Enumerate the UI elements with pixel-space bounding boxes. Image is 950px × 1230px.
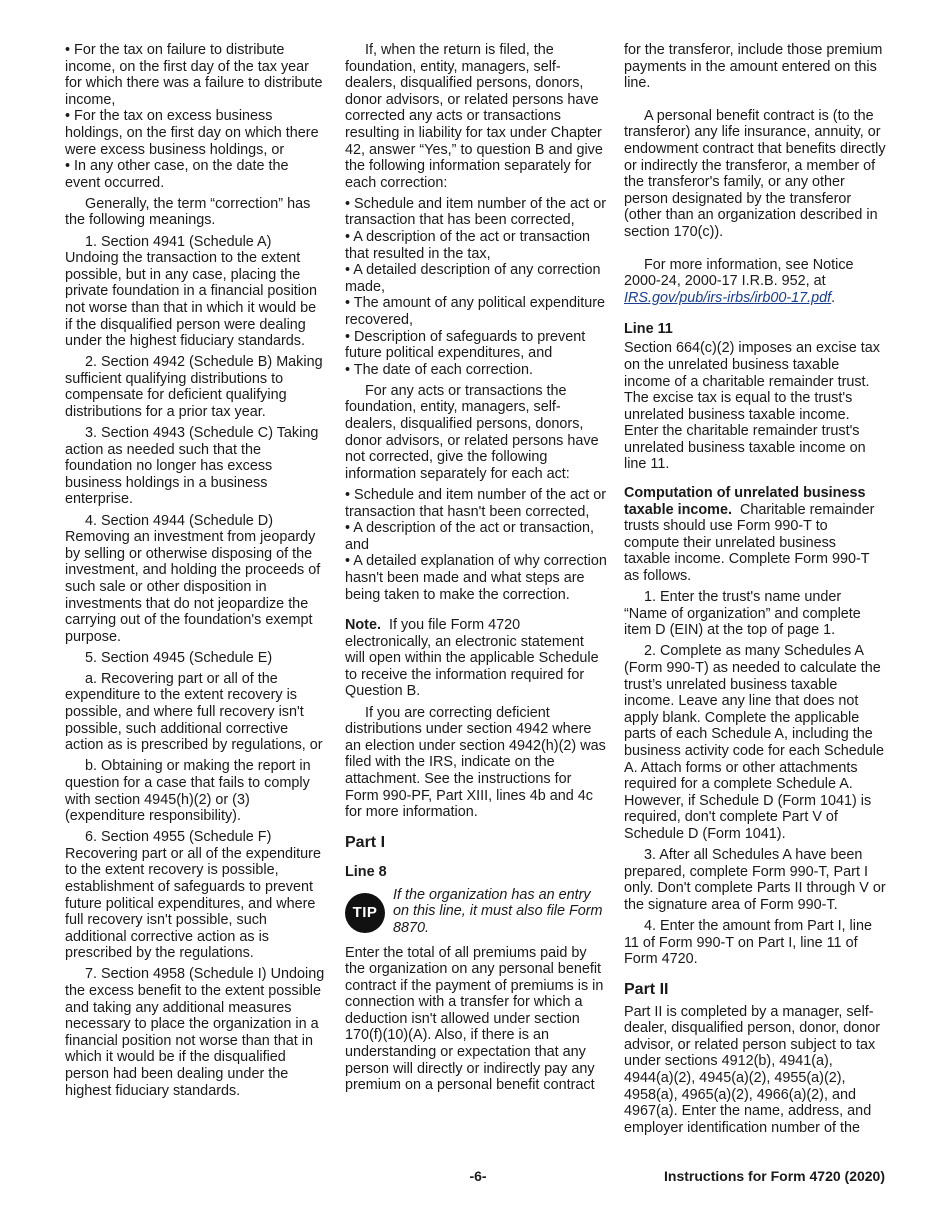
step-3: 3. After all Schedules A have been prepared, complete Form 990-T, Part I only. Don't complete Parts II through V or the signature area of Form 990-T.	[624, 847, 886, 913]
note-label: Note.	[345, 617, 381, 634]
tip-text: If the organization has an entry on this line, it must also file Form 8870.	[393, 886, 603, 936]
section-4945-b: b. Obtaining or making the report in question for a case that fails to comply with section 4945(h)(2) or (3) (expenditure responsibility).	[65, 758, 311, 825]
bullet-icon: •	[345, 486, 351, 503]
bullet-icon: •	[65, 108, 71, 125]
bullet-item: • Schedule and item number of the act or transaction that has been corrected,	[345, 195, 607, 229]
paragraph: For any acts or transactions the foundation, entity, managers, self-dealers, disqualified persons, donors, donor advisors, or related persons have not corrected, give the following information separately for each act:	[345, 382, 599, 482]
computation-label: Computation of unrelated business taxable income.	[624, 485, 866, 518]
bullet-item: • A description of the act or transaction, and	[345, 520, 595, 553]
part-ii-heading: Part II	[624, 980, 669, 998]
bullet-icon: •	[65, 158, 71, 175]
bullet-item: • A description of the act or transaction that resulted in the tax,	[345, 229, 591, 262]
bullet-icon: •	[345, 229, 351, 246]
column-1	[65, 42, 327, 1104]
line-8-heading: Line 8	[345, 863, 387, 880]
bullet-icon: •	[345, 195, 351, 212]
bullet-item: • Description of safeguards to prevent future political expenditures, and	[345, 328, 586, 362]
bullet-item: • For the tax on excess business holdings, on the first day on which there were excess business holdings, or	[65, 108, 319, 158]
bullet-icon: •	[345, 262, 351, 279]
bullet-icon: •	[345, 553, 351, 570]
bullet-item: • The date of each correction.	[345, 361, 533, 378]
bullet-item: • A detailed description of any correction made,	[345, 262, 601, 295]
line-11-heading: Line 11	[624, 321, 673, 338]
note: Note. If you file Form 4720 electronically, an electronic statement will open within the applicable Schedule to receive the information required for Question B.	[345, 617, 599, 700]
paragraph: Generally, the term “correction” has the following meanings.	[65, 195, 311, 229]
column-2	[345, 42, 607, 1098]
section-4945-a: a. Recovering part or all of the expenditure to the extent recovery is possible, and where full recovery isn't possible, such additional corrective action as is prescribed by regulations, or	[65, 670, 323, 754]
tip-box	[345, 887, 607, 937]
paragraph: Section 664(c)(2) imposes an excise tax on the unrelated business taxable income of a charitable remainder trust. The excise tax is equal to the trust's unrelated business taxable income. Enter the charitable remainder trust's unrelated business taxable income on line 11.	[624, 340, 880, 473]
section-4941: 1. Section 4941 (Schedule A) Undoing the transaction to the extent possible, but in any case, placing the private foundation in a financial position not worse than that in which it would be if the disqualified person were dealing under the highest fiduciary standards.	[65, 233, 318, 350]
paragraph: Enter the total of all premiums paid by the organization on any personal benefit contract if the payment of premiums is in connection with a transfer for which a deduction isn't allowed under section 170(f)(10)(A). Also, if there is an understanding or expectation that any person will directly or indirectly pay any premium on a personal benefit contract	[345, 944, 604, 1094]
paragraph: for the transferor, include those premium payments in the amount entered on this line.	[624, 42, 883, 92]
section-4945: 5. Section 4945 (Schedule E)	[85, 649, 273, 666]
section-4943: 3. Section 4943 (Schedule C) Taking action as needed such that the foundation no longer has excess business holdings in a business enterprise.	[65, 425, 319, 508]
paragraph: If, when the return is filed, the foundation, entity, managers, self-dealers, disqualified persons, donors, donor advisors, or related persons have corrected any acts or transactions resulting in liability for tax under Chapter 42, answer “Yes,” to question B and give the following information separately for each correction:	[345, 42, 603, 191]
paragraph: If you are correcting deficient distributions under section 4942 where an election under section 4942(h)(2) was filed with the IRS, indicate on the attachment. See the instructions for Form 990-PF, Part XIII, lines 4b and 4c for more information.	[345, 704, 606, 821]
footer-title: Instructions for Form 4720 (2020)	[664, 1168, 885, 1184]
column-3	[624, 42, 886, 1141]
section-4958: 7. Section 4958 (Schedule I) Undoing the excess benefit to the extent possible and taking any additional measures necessary to place the organization in a financial position not worse than that in which it would be if the disqualified person had been dealing under the highest fiduciary standards.	[65, 966, 325, 1099]
bullet-icon: •	[345, 328, 351, 345]
page-number: -6-	[469, 1168, 487, 1184]
section-4944: 4. Section 4944 (Schedule D) Removing an investment from jeopardy by selling or otherwise disposing of the investment, and holding the proceeds of such sale or other disposition in investments that do not jeopardize the carrying out of the foundation's exempt purpose.	[65, 512, 321, 645]
bullet-item: • A detailed explanation of why correction hasn't been made and what steps are being taken to make the correction.	[345, 553, 607, 603]
bullet-item: • Schedule and item number of the act or transaction that hasn't been corrected,	[345, 486, 607, 520]
bullet-icon: •	[345, 520, 351, 537]
bullet-item: • For the tax on failure to distribute income, on the first day of the tax year for which there was a failure to distribute income,	[65, 42, 323, 108]
bullet-item: • The amount of any political expenditure recovered,	[345, 295, 605, 328]
bullet-icon: •	[345, 295, 351, 312]
tip-icon: TIP	[345, 893, 385, 933]
step-2: 2. Complete as many Schedules A (Form 990-T) as needed to calculate the trust’s unrelated business taxable income. Leave any line that does not apply blank. Complete the applicable parts of each Schedule A, including the business activity code for each Schedule A. Attach forms or other attachments required for a complete Schedule A. However, if Schedule D (Form 1041) is required, don't complete Part V of Schedule D (Form 1041).	[624, 643, 884, 842]
part-i-heading: Part I	[345, 833, 386, 851]
paragraph: For more information, see Notice 2000-24, 2000-17 I.R.B. 952, at IRS.gov/pub/irs-irbs/irb00-17.pdf.	[624, 256, 854, 306]
section-4955: 6. Section 4955 (Schedule F) Recovering part or all of the expenditure to the extent recovery is possible, establishment of safeguards to prevent future political expenditures, and where full recovery isn't possible, such additional corrective action as is prescribed by the regulations.	[65, 829, 321, 962]
step-4: 4. Enter the amount from Part I, line 11 of Form 990-T on Part I, line 11 of Form 4720.	[624, 917, 872, 968]
paragraph: Computation of unrelated business taxable income. Charitable remainder trusts should use Form 990-T to compute their unrelated business taxable income. Complete Form 990-T as follows.	[624, 485, 875, 585]
irs-link[interactable]: IRS.gov/pub/irs-irbs/irb00-17.pdf	[624, 289, 832, 306]
section-4942: 2. Section 4942 (Schedule B) Making sufficient qualifying distributions to compensate for deficient qualifying distributions for a prior tax year.	[65, 354, 323, 420]
paragraph: Part II is completed by a manager, self-dealer, disqualified person, donor, donor advisor, or related person subject to tax under sections 4912(b), 4941(a), 4944(a)(2), 4945(a)(2), 4955(a)(2), 4958(a), 4965(a)(2), 4966(a)(2), and 4967(a). Enter the name, address, and employer identification number of the	[624, 1003, 881, 1136]
bullet-icon: •	[65, 42, 71, 58]
bullet-item: • In any other case, on the date the event occurred.	[65, 158, 289, 191]
bullet-icon: •	[345, 361, 351, 378]
paragraph: A personal benefit contract is (to the transferor) any life insurance, annuity, or endowment contract that benefits directly or indirectly the transferor, a member of the transferor's family, or any other person designated by the transferor (other than an organization described in section 170(c)).	[624, 107, 886, 240]
step-1: 1. Enter the trust's name under “Name of organization” and complete item D (EIN) at the top of page 1.	[624, 589, 861, 639]
